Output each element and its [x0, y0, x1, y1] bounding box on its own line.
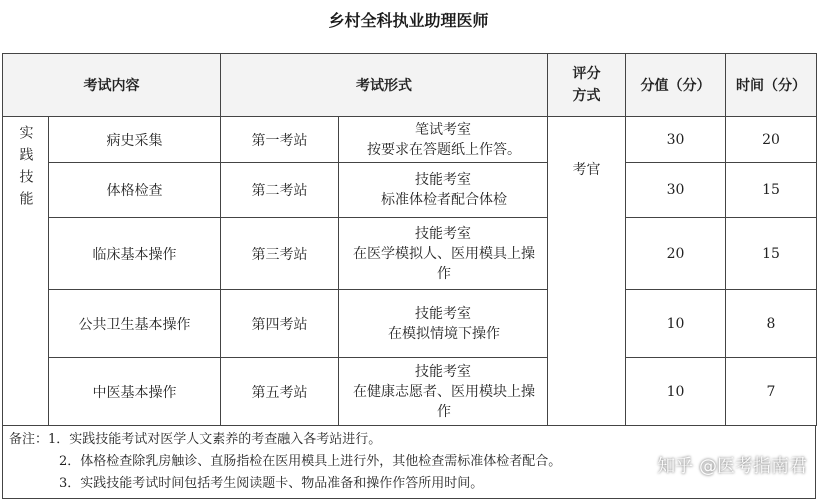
table-row [3, 358, 817, 426]
form-desc: 标准体检者配合体检 [381, 192, 507, 208]
room-label: 技能考室 [415, 172, 471, 188]
item-cell: 公共卫生基本操作 [49, 290, 221, 358]
notes-label: 备注： [9, 432, 49, 447]
score-cell: 10 [626, 290, 726, 358]
item-cell: 临床基本操作 [49, 218, 221, 290]
room-label: 技能考室 [415, 363, 471, 380]
table-header-row [3, 54, 817, 117]
time-cell: 20 [726, 117, 817, 163]
note-item: 备注：1．实践技能考试对医学人文素养的考查融入各考站进行。 [9, 432, 382, 447]
station-cell: 第二考站 [221, 163, 339, 218]
room-label: 技能考室 [415, 225, 471, 242]
table-row [3, 163, 817, 218]
station-cell: 第五考站 [221, 358, 339, 426]
table-row [3, 117, 817, 163]
station-cell: 第四考站 [221, 290, 339, 358]
item-cell: 体格检查 [49, 163, 221, 218]
header-grader: 评分方式 [548, 54, 626, 117]
note-item: 2．体格检查除乳房触诊、直肠指检在医用模具上进行外，其他检查需标准体检者配合。 [59, 454, 562, 469]
station-cell: 第三考站 [221, 218, 339, 290]
header-score: 分值（分） [626, 54, 726, 117]
score-cell: 30 [626, 117, 726, 163]
form-cell [339, 163, 548, 218]
form-cell [339, 117, 548, 163]
header-time: 时间（分） [726, 54, 817, 117]
header-content: 考试内容 [3, 54, 221, 117]
form-desc: 在健康志愿者、医用模块上操作 [353, 383, 535, 420]
table-row [3, 290, 817, 358]
score-cell: 20 [626, 218, 726, 290]
grader-cell: 考官 [548, 117, 626, 426]
item-cell: 中医基本操作 [49, 358, 221, 426]
exam-table [2, 53, 817, 426]
category-cell [3, 117, 49, 426]
time-cell: 7 [726, 358, 817, 426]
note-item: 3．实践技能考试时间包括考生阅读题卡、物品准备和操作作答所用时间。 [59, 476, 484, 491]
watermark: 知乎 @医考指南君 [657, 456, 807, 477]
score-cell: 10 [626, 358, 726, 426]
time-cell: 15 [726, 218, 817, 290]
time-cell: 15 [726, 163, 817, 218]
form-cell [339, 290, 548, 358]
page-title: 乡村全科执业助理医师 [328, 11, 489, 30]
category-label: 实践技能 [17, 125, 34, 213]
header-form: 考试形式 [221, 54, 548, 117]
room-label: 技能考室 [415, 305, 471, 322]
time-cell: 8 [726, 290, 817, 358]
form-desc: 按要求在答题纸上作答。 [367, 141, 521, 158]
form-desc: 在模拟情境下操作 [388, 325, 500, 342]
item-cell: 病史采集 [49, 117, 221, 163]
form-cell [339, 218, 548, 290]
score-cell: 30 [626, 163, 726, 218]
form-cell [339, 358, 548, 426]
station-cell: 第一考站 [221, 117, 339, 163]
room-label: 笔试考室 [415, 121, 471, 138]
form-desc: 在医学模拟人、医用模具上操作 [353, 245, 535, 282]
table-row [3, 218, 817, 290]
